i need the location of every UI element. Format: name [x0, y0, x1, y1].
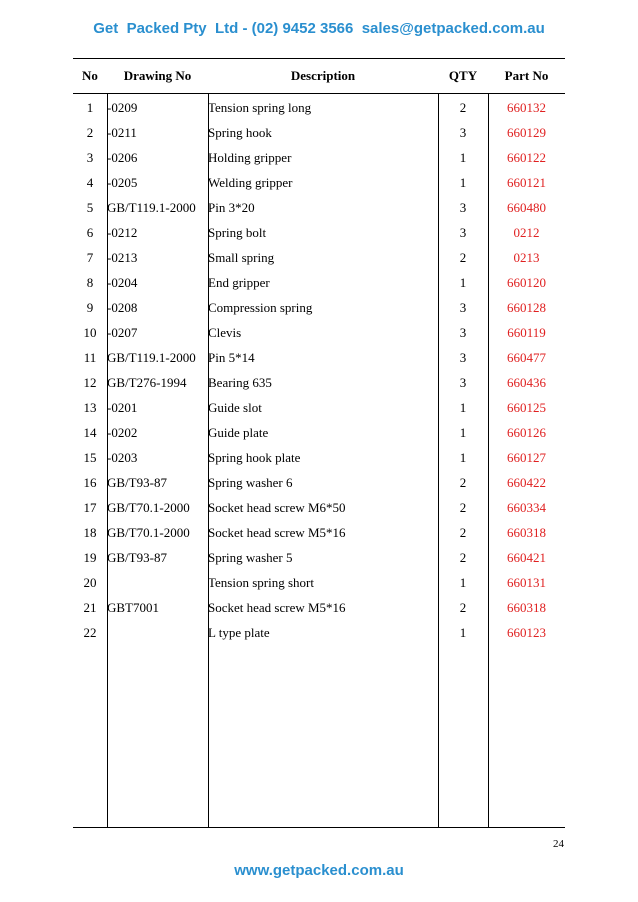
row-number: 12 [83, 374, 97, 390]
drawing-number: GB/T93-87 [107, 474, 167, 490]
table-row [73, 345, 565, 370]
part-number: 660318 [507, 524, 546, 540]
table-row [73, 570, 565, 595]
row-number: 14 [83, 424, 97, 440]
table-row [73, 395, 565, 420]
description: Holding gripper [208, 149, 292, 165]
table-row [73, 220, 565, 245]
description: Pin 5*14 [208, 349, 255, 365]
drawing-number [107, 570, 208, 595]
table-body [73, 95, 565, 645]
row-number: 15 [83, 449, 97, 465]
quantity: 2 [459, 99, 467, 115]
column-header-drawing-no: Drawing No [123, 68, 192, 83]
description: Tension spring short [208, 574, 314, 590]
table-row [73, 195, 565, 220]
table-row [73, 545, 565, 570]
row-number: 17 [83, 499, 97, 515]
part-number: 660132 [507, 99, 546, 115]
drawing-number: -0208 [107, 299, 138, 315]
table-bottom-rule [73, 827, 565, 828]
quantity: 1 [459, 574, 467, 590]
table-row [73, 95, 565, 120]
column-header-description: Description [290, 68, 356, 83]
part-number: 660480 [507, 199, 546, 215]
row-number: 7 [86, 249, 94, 265]
drawing-number: GB/T70.1-2000 [107, 499, 190, 515]
row-number: 1 [86, 99, 94, 115]
quantity: 2 [459, 549, 467, 565]
drawing-number: -0211 [107, 124, 137, 140]
row-number: 21 [83, 599, 97, 615]
quantity: 3 [459, 224, 467, 240]
description: Spring washer 6 [208, 474, 293, 490]
description: Socket head screw M5*16 [208, 599, 346, 615]
quantity: 1 [459, 149, 467, 165]
quantity: 3 [459, 374, 467, 390]
description: Small spring [208, 249, 275, 265]
table-row [73, 145, 565, 170]
quantity: 2 [459, 499, 467, 515]
part-number: 660477 [507, 349, 546, 365]
drawing-number: GB/T276-1994 [107, 374, 187, 390]
description: Spring bolt [208, 224, 267, 240]
description: Guide plate [208, 424, 269, 440]
part-number: 660119 [507, 324, 546, 340]
row-number: 13 [83, 399, 97, 415]
part-number: 660128 [507, 299, 546, 315]
quantity: 3 [459, 199, 467, 215]
quantity: 2 [459, 474, 467, 490]
part-number: 660421 [507, 549, 546, 565]
column-header-qty: QTY [448, 68, 478, 83]
description: Spring washer 5 [208, 549, 293, 565]
column-header-no: No [82, 68, 98, 83]
drawing-number: -0202 [107, 424, 138, 440]
part-number: 660121 [507, 174, 546, 190]
row-number: 18 [83, 524, 97, 540]
drawing-number: -0201 [107, 399, 138, 415]
drawing-number: -0204 [107, 274, 138, 290]
quantity: 1 [459, 399, 467, 415]
drawing-number: -0213 [107, 249, 138, 265]
table-row [73, 270, 565, 295]
table-row [73, 170, 565, 195]
quantity: 1 [459, 424, 467, 440]
row-number: 11 [83, 349, 97, 365]
description: Clevis [208, 324, 242, 340]
quantity: 1 [459, 624, 467, 640]
drawing-number: -0209 [107, 99, 138, 115]
drawing-number: GB/T70.1-2000 [107, 524, 190, 540]
table-row [73, 520, 565, 545]
part-number: 660126 [507, 424, 546, 440]
part-number: 660127 [507, 449, 546, 465]
company-header: Get Packed Pty Ltd - (02) 9452 3566 sales@getpacked.com.au [93, 20, 545, 37]
row-number: 5 [86, 199, 94, 215]
table-row [73, 245, 565, 270]
drawing-number: GB/T93-87 [107, 549, 167, 565]
quantity: 2 [459, 599, 467, 615]
table-row [73, 370, 565, 395]
quantity: 3 [459, 324, 467, 340]
column-header-part-no: Part No [504, 68, 549, 83]
table-row [73, 295, 565, 320]
description: End gripper [208, 274, 270, 290]
quantity: 2 [459, 249, 467, 265]
footer-url: www.getpacked.com.au [234, 862, 404, 879]
table-row [73, 495, 565, 520]
parts-table [73, 58, 565, 828]
description: L type plate [208, 624, 270, 640]
table-row [73, 120, 565, 145]
part-number: 0213 [513, 249, 540, 265]
part-number: 660125 [507, 399, 546, 415]
description: Welding gripper [208, 174, 293, 190]
part-number: 660318 [507, 599, 546, 615]
row-number: 2 [86, 124, 94, 140]
description: Tension spring long [208, 99, 312, 115]
table-top-rule [73, 58, 565, 59]
drawing-number [107, 620, 208, 645]
drawing-number: GB/T119.1-2000 [107, 349, 196, 365]
table-row [73, 420, 565, 445]
description: Guide slot [208, 399, 262, 415]
part-number: 660436 [507, 374, 546, 390]
quantity: 1 [459, 174, 467, 190]
part-number: 660422 [507, 474, 546, 490]
part-number: 660122 [507, 149, 546, 165]
quantity: 1 [459, 449, 467, 465]
header-bottom-rule [73, 93, 565, 94]
description: Socket head screw M5*16 [208, 524, 346, 540]
description: Socket head screw M6*50 [208, 499, 346, 515]
row-number: 8 [86, 274, 94, 290]
part-number: 660120 [507, 274, 546, 290]
part-number: 0212 [513, 224, 540, 240]
row-number: 16 [83, 474, 97, 490]
row-number: 22 [83, 624, 97, 640]
quantity: 3 [459, 124, 467, 140]
drawing-number: GBT7001 [107, 599, 159, 615]
drawing-number: GB/T119.1-2000 [107, 199, 196, 215]
drawing-number: -0205 [107, 174, 138, 190]
part-number: 660129 [507, 124, 546, 140]
row-number: 4 [86, 174, 94, 190]
table-row [73, 620, 565, 645]
description: Spring hook [208, 124, 272, 140]
table-row [73, 445, 565, 470]
quantity: 2 [459, 524, 467, 540]
part-number: 660123 [507, 624, 546, 640]
row-number: 20 [83, 574, 97, 590]
page-number: 24 [553, 838, 564, 850]
description: Pin 3*20 [208, 199, 255, 215]
drawing-number: -0207 [107, 324, 138, 340]
quantity: 3 [459, 299, 467, 315]
table-row [73, 595, 565, 620]
quantity: 3 [459, 349, 467, 365]
quantity: 1 [459, 274, 467, 290]
drawing-number: -0206 [107, 149, 138, 165]
description: Bearing 635 [208, 374, 272, 390]
row-number: 3 [86, 149, 94, 165]
drawing-number: -0212 [107, 224, 138, 240]
table-row [73, 320, 565, 345]
drawing-number: -0203 [107, 449, 138, 465]
row-number: 6 [86, 224, 94, 240]
table-row [73, 470, 565, 495]
row-number: 9 [86, 299, 94, 315]
part-number: 660334 [507, 499, 546, 515]
row-number: 10 [83, 324, 97, 340]
part-number: 660131 [507, 574, 546, 590]
description: Spring hook plate [208, 449, 301, 465]
description: Compression spring [208, 299, 313, 315]
row-number: 19 [83, 549, 97, 565]
